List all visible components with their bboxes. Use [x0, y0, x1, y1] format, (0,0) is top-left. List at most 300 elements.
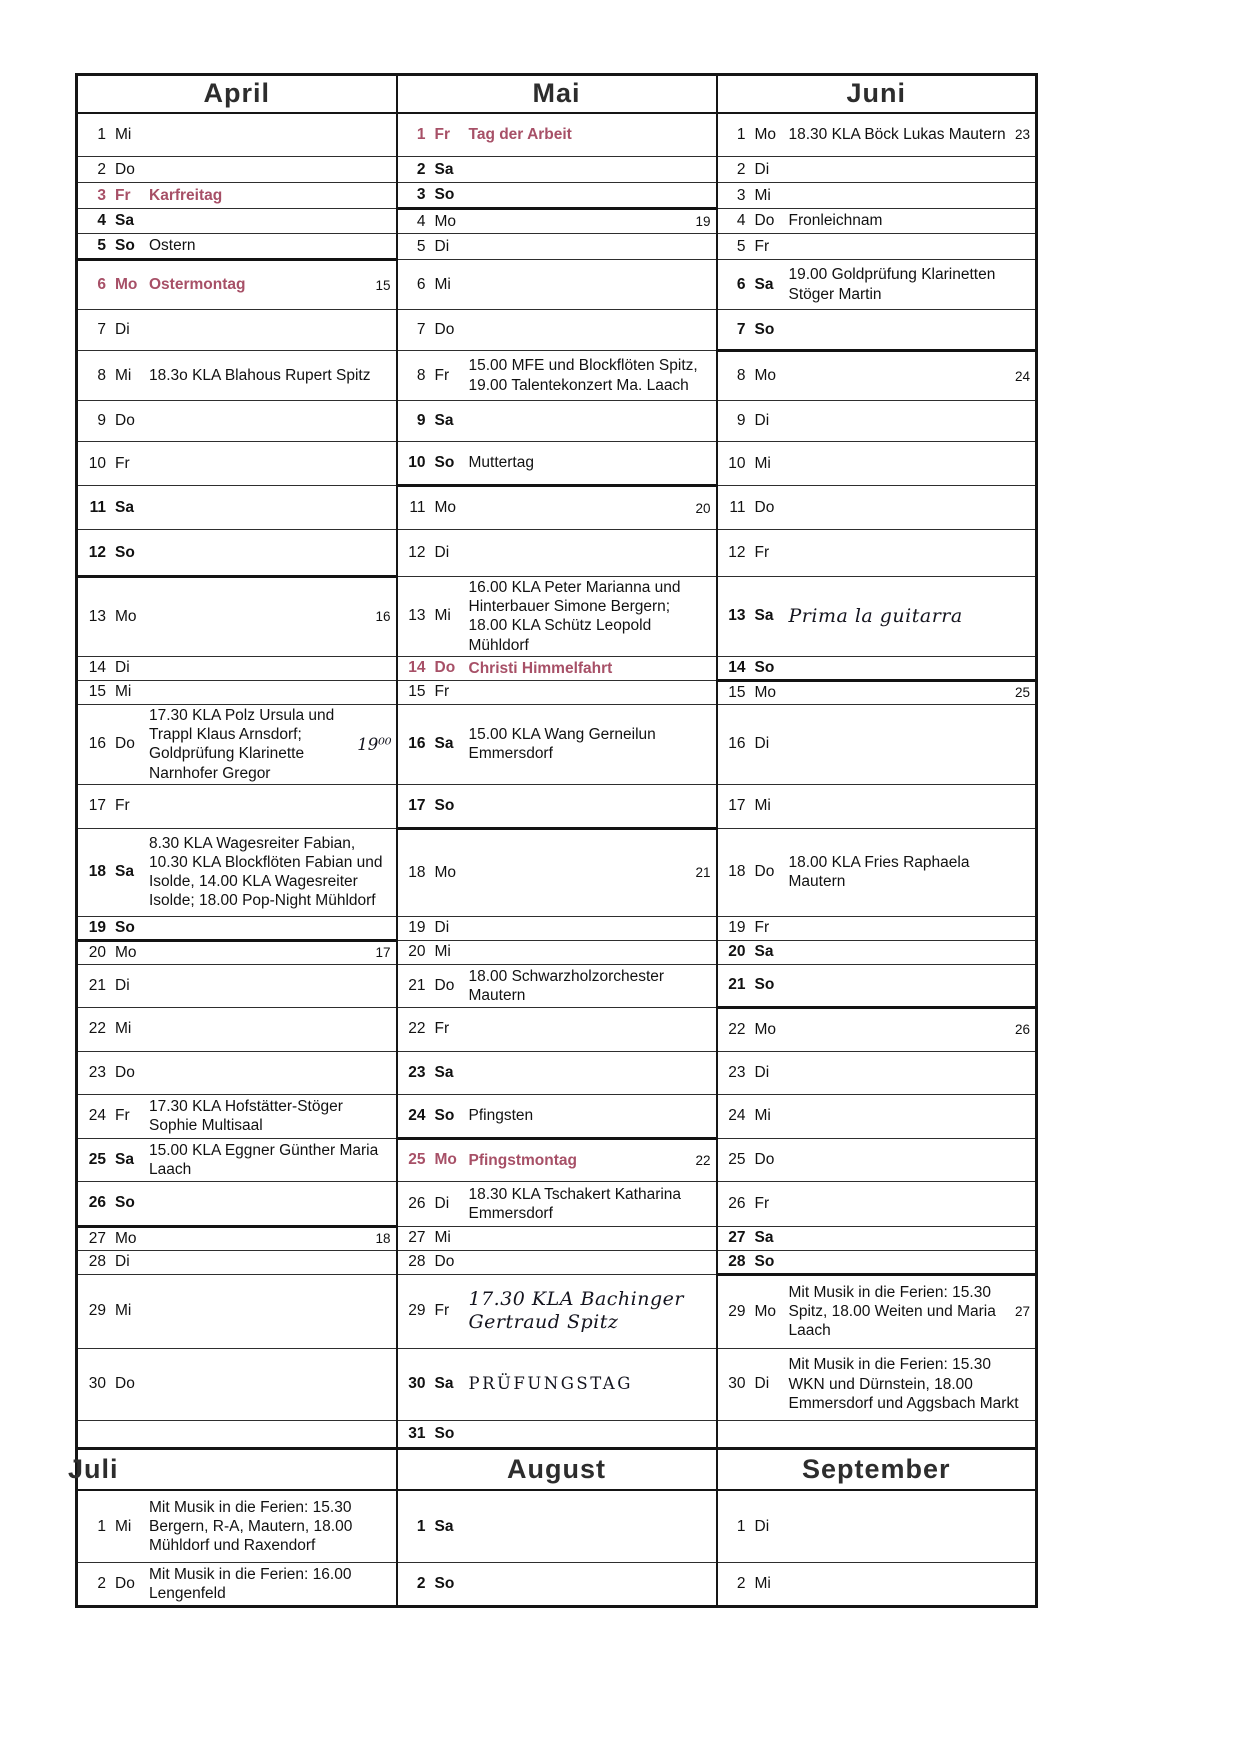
day-number: 23: [728, 1063, 746, 1081]
day-cell: [77, 113, 397, 157]
weekday-abbr: Mi: [434, 607, 451, 625]
day-cell: [397, 964, 717, 1007]
day-number: 3: [97, 186, 106, 204]
day-number: 27: [408, 1229, 426, 1247]
event-text: Karfreitag: [149, 186, 223, 204]
weekday-abbr: Mi: [115, 1302, 132, 1320]
weekday-abbr: Do: [115, 412, 135, 429]
day-cell: [717, 260, 1037, 310]
day-cell: [717, 442, 1037, 486]
day-cell: [717, 704, 1037, 784]
event-text: 15.00 KLA Wang Gerneilun Emmersdorf: [468, 726, 656, 763]
day-number: 18: [88, 863, 106, 881]
event-text: 18.00 Schwarzholzorchester Mautern: [468, 967, 665, 1004]
weekday-abbr: Fr: [434, 683, 450, 701]
event-text: 19.00 Goldprüfung Klarinetten Stöger Martin: [788, 266, 996, 303]
calendar-row: [77, 1181, 1037, 1226]
weekday-abbr: Do: [754, 1150, 775, 1168]
day-cell: [77, 656, 397, 680]
weekday-abbr: So: [754, 320, 775, 338]
weekday-abbr: Di: [434, 237, 450, 255]
calendar-row: [77, 1094, 1037, 1138]
day-cell: [77, 351, 397, 401]
calendar-row: [77, 1490, 1037, 1562]
day-number: 8: [736, 367, 746, 384]
weekday-abbr: Mi: [754, 1107, 771, 1125]
day-number: 22: [408, 1020, 426, 1038]
day-number: 26: [88, 1194, 106, 1212]
weekday-abbr: Do: [115, 1574, 135, 1592]
weekday-abbr: Di: [434, 544, 450, 561]
day-cell: [397, 916, 717, 940]
calendar-row: [77, 577, 1037, 657]
calendar-row: [77, 442, 1037, 486]
day-cell: [397, 351, 717, 401]
weekday-abbr: Do: [754, 212, 775, 229]
day-number: 1: [416, 125, 426, 143]
day-cell: [77, 234, 397, 260]
month-name: April: [203, 78, 270, 109]
weekday-abbr: Di: [434, 919, 450, 937]
weekday-abbr: So: [434, 1106, 455, 1124]
day-number: 8: [416, 366, 426, 384]
day-number: 24: [728, 1107, 746, 1125]
calendar-row: [77, 310, 1037, 351]
weekday-abbr: Do: [115, 735, 135, 753]
day-number: 29: [88, 1302, 106, 1320]
weekday-abbr: Do: [754, 863, 775, 881]
weekday-abbr: Do: [115, 160, 135, 178]
day-cell: [717, 209, 1037, 234]
calendar-row: [77, 784, 1037, 828]
calendar-row: [77, 704, 1037, 784]
day-cell: [77, 401, 397, 442]
day-cell: [397, 784, 717, 828]
day-cell: [717, 157, 1037, 183]
day-cell: [397, 1138, 717, 1181]
weekday-abbr: Sa: [434, 1063, 454, 1081]
weekday-abbr: Mo: [754, 1020, 777, 1038]
day-number: 14: [408, 659, 426, 677]
week-number: 21: [695, 865, 711, 881]
day-cell: [77, 1274, 397, 1348]
weekday-abbr: Fr: [754, 1194, 770, 1212]
day-number: 23: [408, 1063, 426, 1081]
month-header-juli: [68, 1448, 397, 1490]
handwritten-event-text: PRÜFUNGSTAG: [468, 1374, 633, 1394]
day-cell: [397, 1051, 717, 1094]
calendar-row: [77, 1051, 1037, 1094]
day-cell: [77, 828, 397, 916]
weekday-abbr: Di: [434, 1194, 450, 1212]
day-cell: [397, 828, 717, 916]
event-text: Ostermontag: [149, 276, 246, 294]
day-number: 15: [88, 683, 106, 701]
day-number: 13: [408, 607, 426, 625]
weekday-abbr: Fr: [115, 797, 130, 815]
day-cell: [717, 486, 1037, 530]
weekday-abbr: Mi: [754, 186, 771, 204]
weekday-abbr: So: [115, 1194, 135, 1212]
weekday-abbr: Mi: [115, 125, 132, 143]
day-number: 26: [408, 1194, 426, 1212]
day-number: 14: [88, 659, 106, 677]
calendar-row: [77, 1250, 1037, 1274]
day-number: 6: [416, 275, 426, 293]
day-cell: [717, 964, 1037, 1007]
weekday-abbr: Mo: [754, 683, 777, 701]
day-cell: [717, 940, 1037, 964]
day-number: 6: [97, 276, 106, 293]
calendar-row: [77, 209, 1037, 234]
day-number: 1: [97, 1517, 106, 1535]
day-cell: [717, 310, 1037, 351]
day-cell: [717, 1138, 1037, 1181]
day-cell: [397, 577, 717, 657]
day-number: 11: [89, 498, 106, 516]
weekday-abbr: Di: [754, 1063, 770, 1081]
day-cell: [77, 1420, 397, 1448]
day-number: 1: [736, 125, 746, 143]
day-cell: [77, 530, 397, 577]
day-number: 7: [736, 320, 746, 338]
day-number: 24: [408, 1106, 426, 1124]
calendar-row: [77, 828, 1037, 916]
day-number: 21: [88, 976, 106, 994]
weekday-abbr: Fr: [115, 186, 131, 204]
day-cell: [77, 157, 397, 183]
weekday-abbr: Sa: [754, 943, 774, 961]
event-text: 15.00 KLA Eggner Günther Maria Laach: [149, 1141, 379, 1178]
weekday-abbr: Mi: [434, 1229, 451, 1247]
weekday-abbr: Sa: [434, 1375, 454, 1393]
day-number: 11: [729, 498, 746, 516]
weekday-abbr: Fr: [115, 1107, 130, 1125]
day-number: 1: [97, 125, 106, 143]
weekday-abbr: Fr: [434, 366, 450, 384]
day-number: 10: [408, 454, 426, 471]
day-number: 16: [408, 735, 426, 753]
day-cell: [397, 704, 717, 784]
week-number: 25: [1014, 685, 1030, 701]
day-cell: [77, 916, 397, 940]
day-number: 19: [728, 919, 746, 937]
day-cell: [397, 940, 717, 964]
calendar-row: [77, 1562, 1037, 1606]
day-cell: [717, 183, 1037, 209]
weekday-abbr: Sa: [115, 498, 134, 516]
day-cell: [77, 964, 397, 1007]
weekday-abbr: Sa: [115, 863, 134, 881]
day-cell: [77, 680, 397, 704]
day-cell: [717, 1562, 1037, 1606]
weekday-abbr: Fr: [754, 237, 770, 255]
weekday-abbr: Sa: [754, 607, 774, 625]
weekday-abbr: Do: [115, 1063, 135, 1081]
weekday-abbr: Mo: [115, 943, 137, 961]
weekday-abbr: Sa: [434, 735, 454, 753]
day-cell: [397, 1181, 717, 1226]
day-number: 25: [408, 1151, 426, 1169]
day-number: 10: [88, 454, 106, 472]
week-number: 26: [1014, 1022, 1030, 1038]
calendar-section-apr-jun: [77, 75, 1037, 1449]
day-number: 2: [416, 1574, 426, 1592]
day-number: 2: [97, 1574, 106, 1592]
calendar-section-jul-sep: [68, 1448, 1037, 1606]
day-number: 3: [736, 186, 746, 204]
day-number: 1: [416, 1517, 426, 1535]
weekday-abbr: Di: [754, 1517, 770, 1535]
calendar-row: [77, 916, 1037, 940]
day-cell: [717, 1420, 1037, 1448]
day-number: 12: [408, 544, 426, 561]
day-number: 19: [88, 918, 106, 936]
day-number: 13: [728, 607, 746, 625]
day-number: 20: [408, 943, 426, 961]
day-cell: [397, 680, 717, 704]
day-cell: [77, 1562, 397, 1606]
event-text: 18.3o KLA Blahous Rupert Spitz: [149, 366, 371, 384]
day-cell: [77, 704, 397, 784]
day-cell: [397, 1348, 717, 1420]
day-cell: [717, 1348, 1037, 1420]
calendar-row: [77, 964, 1037, 1007]
day-cell: [397, 157, 717, 183]
day-cell: [717, 784, 1037, 828]
calendar-row: [77, 157, 1037, 183]
calendar-row: [77, 1274, 1037, 1348]
weekday-abbr: Do: [434, 659, 456, 677]
month-name: Juni: [846, 78, 906, 109]
day-cell: [77, 784, 397, 828]
day-cell: [77, 577, 397, 657]
event-text: Christi Himmelfahrt: [468, 659, 613, 677]
day-cell: [397, 530, 717, 577]
month-name: August: [507, 1454, 606, 1484]
day-number: 17: [728, 797, 746, 815]
day-cell: [77, 1226, 397, 1250]
day-number: 30: [728, 1375, 746, 1393]
weekday-abbr: Fr: [754, 919, 770, 937]
weekday-abbr: Di: [754, 735, 770, 753]
calendar-row: [77, 234, 1037, 260]
day-number: 27: [728, 1229, 746, 1247]
day-number: 27: [88, 1229, 106, 1247]
day-cell: [397, 209, 717, 234]
day-number: 22: [728, 1020, 746, 1038]
day-number: 21: [408, 976, 426, 994]
weekday-abbr: Mo: [434, 863, 457, 881]
day-number: 4: [736, 212, 746, 229]
day-cell: [397, 486, 717, 530]
weekday-abbr: Sa: [115, 1150, 134, 1168]
event-text: Mit Musik in die Ferien: 15.30 Bergern, R-A, Mautern, 18.00 Mühldorf und Raxendorf: [149, 1498, 353, 1555]
weekday-abbr: So: [115, 543, 135, 561]
day-number: 9: [416, 412, 426, 429]
day-number: 17: [88, 797, 106, 815]
day-cell: [77, 1007, 397, 1051]
day-cell: [397, 401, 717, 442]
day-cell: [77, 310, 397, 351]
weekday-abbr: Mi: [434, 943, 451, 961]
month-name: Juli: [68, 1454, 119, 1484]
day-number: 5: [416, 237, 426, 255]
calendar-row: [77, 940, 1037, 964]
calendar-row: [77, 260, 1037, 310]
weekday-abbr: Fr: [434, 1020, 450, 1038]
day-number: 19: [408, 919, 426, 937]
weekday-abbr: So: [434, 1424, 455, 1442]
weekday-abbr: Fr: [115, 454, 130, 472]
day-number: 4: [97, 212, 106, 229]
weekday-abbr: Mo: [434, 499, 457, 516]
calendar-row: [77, 1420, 1037, 1448]
weekday-abbr: So: [754, 1252, 775, 1270]
weekday-abbr: Mi: [754, 454, 771, 472]
day-number: 22: [88, 1020, 106, 1038]
weekday-abbr: Do: [754, 498, 775, 516]
week-number: 15: [375, 277, 391, 293]
weekday-abbr: So: [115, 237, 135, 254]
day-number: 21: [728, 976, 746, 994]
day-number: 31: [408, 1424, 426, 1442]
weekday-abbr: Mo: [115, 276, 138, 293]
event-text: 15.00 MFE und Blockflöten Spitz, 19.00 Talentekonzert Ma. Laach: [468, 357, 698, 394]
day-number: 4: [416, 212, 426, 230]
calendar-row: [77, 183, 1037, 209]
day-number: 28: [728, 1252, 746, 1270]
week-number: 22: [695, 1152, 711, 1168]
day-cell: [717, 1490, 1037, 1562]
day-number: 16: [728, 735, 746, 753]
calendar-row: [77, 486, 1037, 530]
weekday-abbr: Di: [754, 1375, 770, 1393]
calendar-row: [77, 1226, 1037, 1250]
weekday-abbr: Do: [115, 1375, 135, 1393]
day-cell: [77, 1348, 397, 1420]
weekday-abbr: Mo: [754, 367, 777, 384]
calendar-row: [77, 113, 1037, 157]
weekday-abbr: Di: [754, 160, 770, 178]
day-number: 9: [97, 412, 106, 429]
day-cell: [397, 234, 717, 260]
day-cell: [717, 234, 1037, 260]
day-cell: [397, 1226, 717, 1250]
weekday-abbr: Mi: [434, 275, 451, 293]
day-number: 15: [408, 683, 426, 701]
day-cell: [717, 351, 1037, 401]
weekday-abbr: Di: [754, 412, 770, 429]
day-cell: [397, 1250, 717, 1274]
day-cell: [717, 113, 1037, 157]
day-number: 30: [408, 1375, 426, 1393]
handwritten-time-note: 19⁰⁰: [357, 734, 392, 754]
calendar-row: [77, 351, 1037, 401]
day-cell: [717, 1007, 1037, 1051]
day-cell: [77, 1250, 397, 1274]
day-cell: [397, 1274, 717, 1348]
event-text: Fronleichnam: [788, 212, 883, 230]
day-cell: [717, 530, 1037, 577]
day-number: 15: [728, 683, 746, 701]
day-number: 18: [728, 863, 746, 881]
event-text: Pfingsten: [468, 1107, 534, 1125]
weekday-abbr: Fr: [434, 125, 450, 143]
weekday-abbr: Mi: [754, 1574, 771, 1592]
week-number: 16: [375, 609, 391, 625]
day-cell: [77, 183, 397, 209]
weekday-abbr: Mo: [754, 125, 777, 143]
event-text: Tag der Arbeit: [468, 126, 572, 144]
day-cell: [397, 113, 717, 157]
event-text: Pfingstmontag: [468, 1151, 577, 1169]
weekday-abbr: Di: [115, 659, 130, 677]
day-number: 6: [736, 275, 746, 293]
event-text: Mit Musik in die Ferien: 15.30 WKN und Dürnstein, 18.00 Emmersdorf und Aggsbach Markt: [788, 1356, 1019, 1412]
day-cell: [77, 209, 397, 234]
handwritten-event-text: 17.30 KLA Bachinger Gertraud Spitz: [468, 1287, 684, 1334]
event-text: Ostern: [149, 237, 196, 255]
day-number: 28: [88, 1253, 106, 1271]
calendar-row: [77, 530, 1037, 577]
weekday-abbr: So: [115, 918, 135, 936]
weekday-abbr: So: [434, 796, 455, 814]
day-number: 13: [88, 607, 106, 625]
weekday-abbr: Fr: [754, 544, 770, 561]
day-number: 7: [97, 321, 106, 338]
day-cell: [717, 1094, 1037, 1138]
weekday-abbr: Mo: [754, 1302, 777, 1320]
event-text: Muttertag: [468, 454, 534, 472]
day-number: 17: [408, 796, 426, 814]
day-number: 23: [88, 1063, 106, 1081]
weekday-abbr: Mi: [115, 366, 132, 384]
weekday-abbr: Mo: [434, 212, 457, 230]
day-number: 24: [88, 1107, 106, 1125]
calendar-row: [77, 1348, 1037, 1420]
calendar-table: [68, 73, 1038, 1608]
day-cell: [77, 1138, 397, 1181]
day-cell: [77, 940, 397, 964]
calendar-row: [77, 401, 1037, 442]
weekday-abbr: Mo: [115, 607, 137, 625]
day-number: 9: [736, 412, 746, 429]
weekday-abbr: Fr: [434, 1302, 450, 1320]
day-number: 29: [408, 1302, 426, 1320]
day-number: 28: [408, 1253, 426, 1271]
day-number: 12: [88, 543, 106, 561]
event-text: 17.30 KLA Polz Ursula und Trappl Klaus Arnsdorf; Goldprüfung Klarinette Narnhofer Gregor: [149, 706, 335, 782]
day-cell: [717, 401, 1037, 442]
weekday-abbr: Do: [434, 321, 455, 338]
week-number: 20: [695, 500, 711, 516]
day-number: 5: [736, 237, 746, 255]
week-number: 17: [375, 945, 391, 961]
day-number: 2: [736, 1574, 746, 1592]
calendar-row: [77, 1138, 1037, 1181]
month-header-row: [77, 1448, 1037, 1490]
day-number: 20: [88, 943, 106, 961]
day-number: 10: [728, 454, 746, 472]
calendar-row: [77, 680, 1037, 704]
week-number: 27: [1014, 1304, 1030, 1320]
day-number: 8: [97, 366, 106, 384]
day-cell: [77, 260, 397, 310]
day-cell: [717, 1181, 1037, 1226]
week-number: 19: [695, 214, 711, 229]
event-text: 16.00 KLA Peter Marianna und Hinterbauer Simone Bergern; 18.00 KLA Schütz Leopold Mühldorf: [468, 579, 681, 654]
